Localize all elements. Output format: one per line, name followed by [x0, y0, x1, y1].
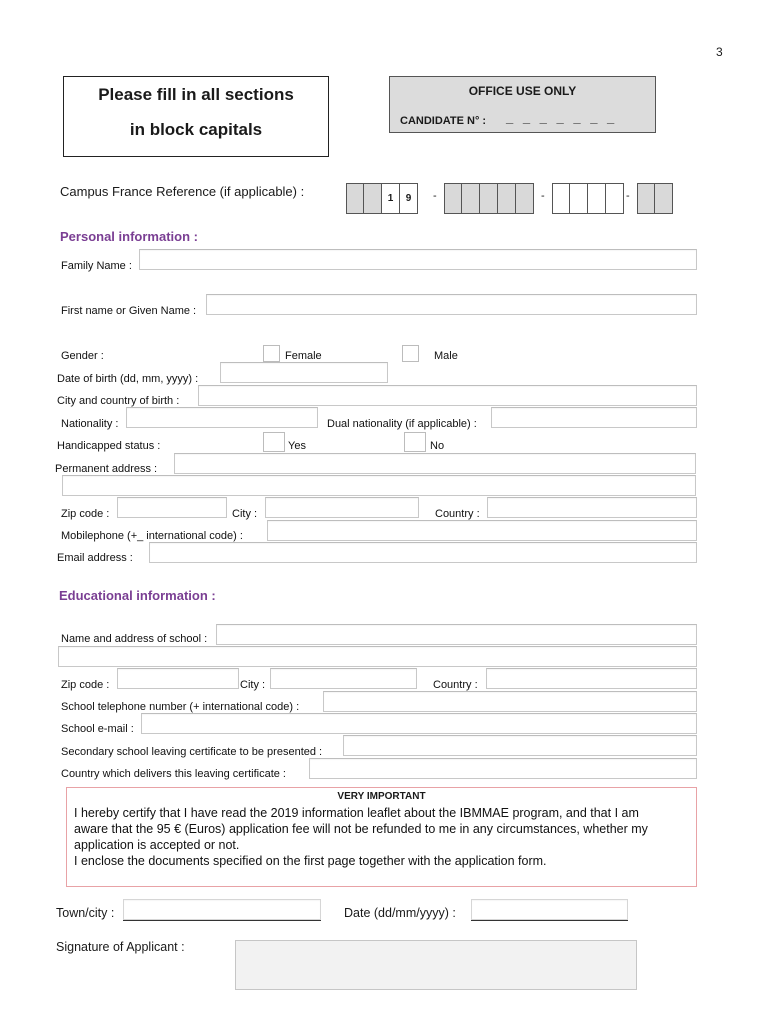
school-country-input[interactable]	[486, 668, 697, 689]
certificate-country-label: Country which delivers this leaving certificate :	[61, 768, 286, 780]
ref-cell[interactable]	[516, 183, 534, 214]
city-label: City :	[232, 508, 258, 520]
instruction-box	[63, 76, 329, 157]
school-city-input[interactable]	[270, 668, 417, 689]
school-city-label: City :	[240, 679, 266, 691]
mobile-input[interactable]	[267, 520, 697, 541]
family-name-input[interactable]	[139, 249, 697, 270]
school-phone-input[interactable]	[323, 691, 697, 712]
zip-input[interactable]	[117, 497, 227, 518]
office-use-title: OFFICE USE ONLY	[468, 84, 577, 98]
school-phone-label: School telephone number (+ international code) :	[61, 701, 300, 713]
female-label: Female	[285, 350, 322, 362]
ref-cell[interactable]	[655, 183, 673, 214]
nationality-label: Nationality :	[61, 418, 119, 430]
certification-line-1: I hereby certify that I have read the 2019 information leaflet about the IBMMAE program, and that I am	[74, 806, 639, 820]
date-underline	[471, 920, 628, 921]
male-label: Male	[434, 350, 458, 362]
family-name-label: Family Name :	[61, 260, 132, 272]
campus-ref-group-4[interactable]	[637, 183, 673, 214]
birth-city-country-label: City and country of birth :	[57, 395, 180, 407]
handicapped-no-label: No	[430, 440, 445, 452]
town-city-label: Town/city :	[56, 906, 115, 920]
zip-label: Zip code :	[61, 508, 110, 520]
instruction-line-1: Please fill in all sections	[98, 85, 294, 104]
certificate-input[interactable]	[343, 735, 697, 756]
mobile-label: Mobilephone (+_ international code) :	[61, 530, 243, 542]
school-email-input[interactable]	[141, 713, 697, 734]
signature-label: Signature of Applicant :	[56, 940, 185, 954]
dual-nationality-label: Dual nationality (if applicable) :	[327, 418, 477, 430]
handicapped-yes-label: Yes	[288, 440, 306, 452]
first-name-label: First name or Given Name :	[61, 305, 197, 317]
campus-ref-group-2[interactable]	[444, 183, 534, 214]
birth-city-country-input[interactable]	[198, 385, 697, 406]
school-email-label: School e-mail :	[61, 723, 134, 735]
city-input[interactable]	[265, 497, 419, 518]
office-use-box	[389, 76, 656, 133]
ref-cell[interactable]	[637, 183, 655, 214]
ref-cell[interactable]	[570, 183, 588, 214]
date-input[interactable]	[471, 899, 628, 920]
school-zip-input[interactable]	[117, 668, 239, 689]
dob-input[interactable]	[220, 362, 388, 383]
ref-cell[interactable]	[606, 183, 624, 214]
ref-cell[interactable]	[480, 183, 498, 214]
ref-cell[interactable]	[346, 183, 364, 214]
ref-separator: -	[433, 190, 437, 202]
gender-label: Gender :	[61, 350, 104, 362]
dob-label: Date of birth (dd, mm, yyyy) :	[57, 373, 199, 385]
ref-cell-digit-2: 9	[400, 183, 418, 214]
personal-info-heading: Personal information :	[60, 229, 198, 244]
email-input[interactable]	[149, 542, 697, 563]
campus-ref-group-3[interactable]	[552, 183, 624, 214]
permanent-address-input-1[interactable]	[174, 453, 696, 474]
dual-nationality-input[interactable]	[491, 407, 697, 428]
certification-line-3: application is accepted or not.	[74, 838, 240, 852]
town-city-underline	[123, 920, 321, 921]
candidate-number-label: CANDIDATE N° :	[400, 115, 487, 127]
date-label: Date (dd/mm/yyyy) :	[344, 906, 456, 920]
campus-france-label: Campus France Reference (if applicable) :	[60, 184, 305, 199]
permanent-address-input-2[interactable]	[62, 475, 696, 496]
ref-cell[interactable]	[588, 183, 606, 214]
school-address-input[interactable]	[58, 646, 697, 667]
ref-cell[interactable]	[552, 183, 570, 214]
page-number: 3	[716, 45, 723, 59]
certification-line-4: I enclose the documents specified on the first page together with the application form.	[74, 854, 547, 868]
candidate-number-blanks: _ _ _ _ _ _ _	[506, 110, 618, 125]
school-name-label: Name and address of school :	[61, 633, 208, 645]
handicapped-no-checkbox[interactable]	[404, 432, 426, 452]
ref-cell-digit-1: 1	[382, 183, 400, 214]
certificate-country-input[interactable]	[309, 758, 697, 779]
male-checkbox[interactable]	[402, 345, 419, 362]
certification-text	[74, 805, 689, 869]
school-name-input[interactable]	[216, 624, 697, 645]
ref-cell[interactable]	[462, 183, 480, 214]
certificate-label: Secondary school leaving certificate to be presented :	[61, 746, 323, 758]
email-label: Email address :	[57, 552, 133, 564]
school-zip-label: Zip code :	[61, 679, 110, 691]
female-checkbox[interactable]	[263, 345, 280, 362]
town-city-input[interactable]	[123, 899, 321, 920]
very-important-title: VERY IMPORTANT	[337, 791, 426, 802]
ref-cell[interactable]	[364, 183, 382, 214]
ref-separator: -	[626, 190, 630, 202]
certification-line-2: aware that the 95 € (Euros) application fee will not be refunded to me in any circumstances, whether my	[74, 822, 648, 836]
handicapped-yes-checkbox[interactable]	[263, 432, 285, 452]
nationality-input[interactable]	[126, 407, 318, 428]
ref-cell[interactable]	[444, 183, 462, 214]
instruction-line-2: in block capitals	[129, 120, 263, 139]
country-label: Country :	[435, 508, 480, 520]
very-important-box	[66, 787, 697, 887]
first-name-input[interactable]	[206, 294, 697, 315]
education-heading: Educational information :	[59, 588, 216, 603]
school-country-label: Country :	[433, 679, 478, 691]
handicapped-label: Handicapped status :	[57, 440, 161, 452]
campus-ref-group-1[interactable]	[346, 183, 418, 214]
signature-box[interactable]	[235, 940, 637, 990]
permanent-address-label: Permanent address :	[55, 463, 158, 475]
country-input[interactable]	[487, 497, 697, 518]
ref-separator: -	[541, 190, 545, 202]
ref-cell[interactable]	[498, 183, 516, 214]
